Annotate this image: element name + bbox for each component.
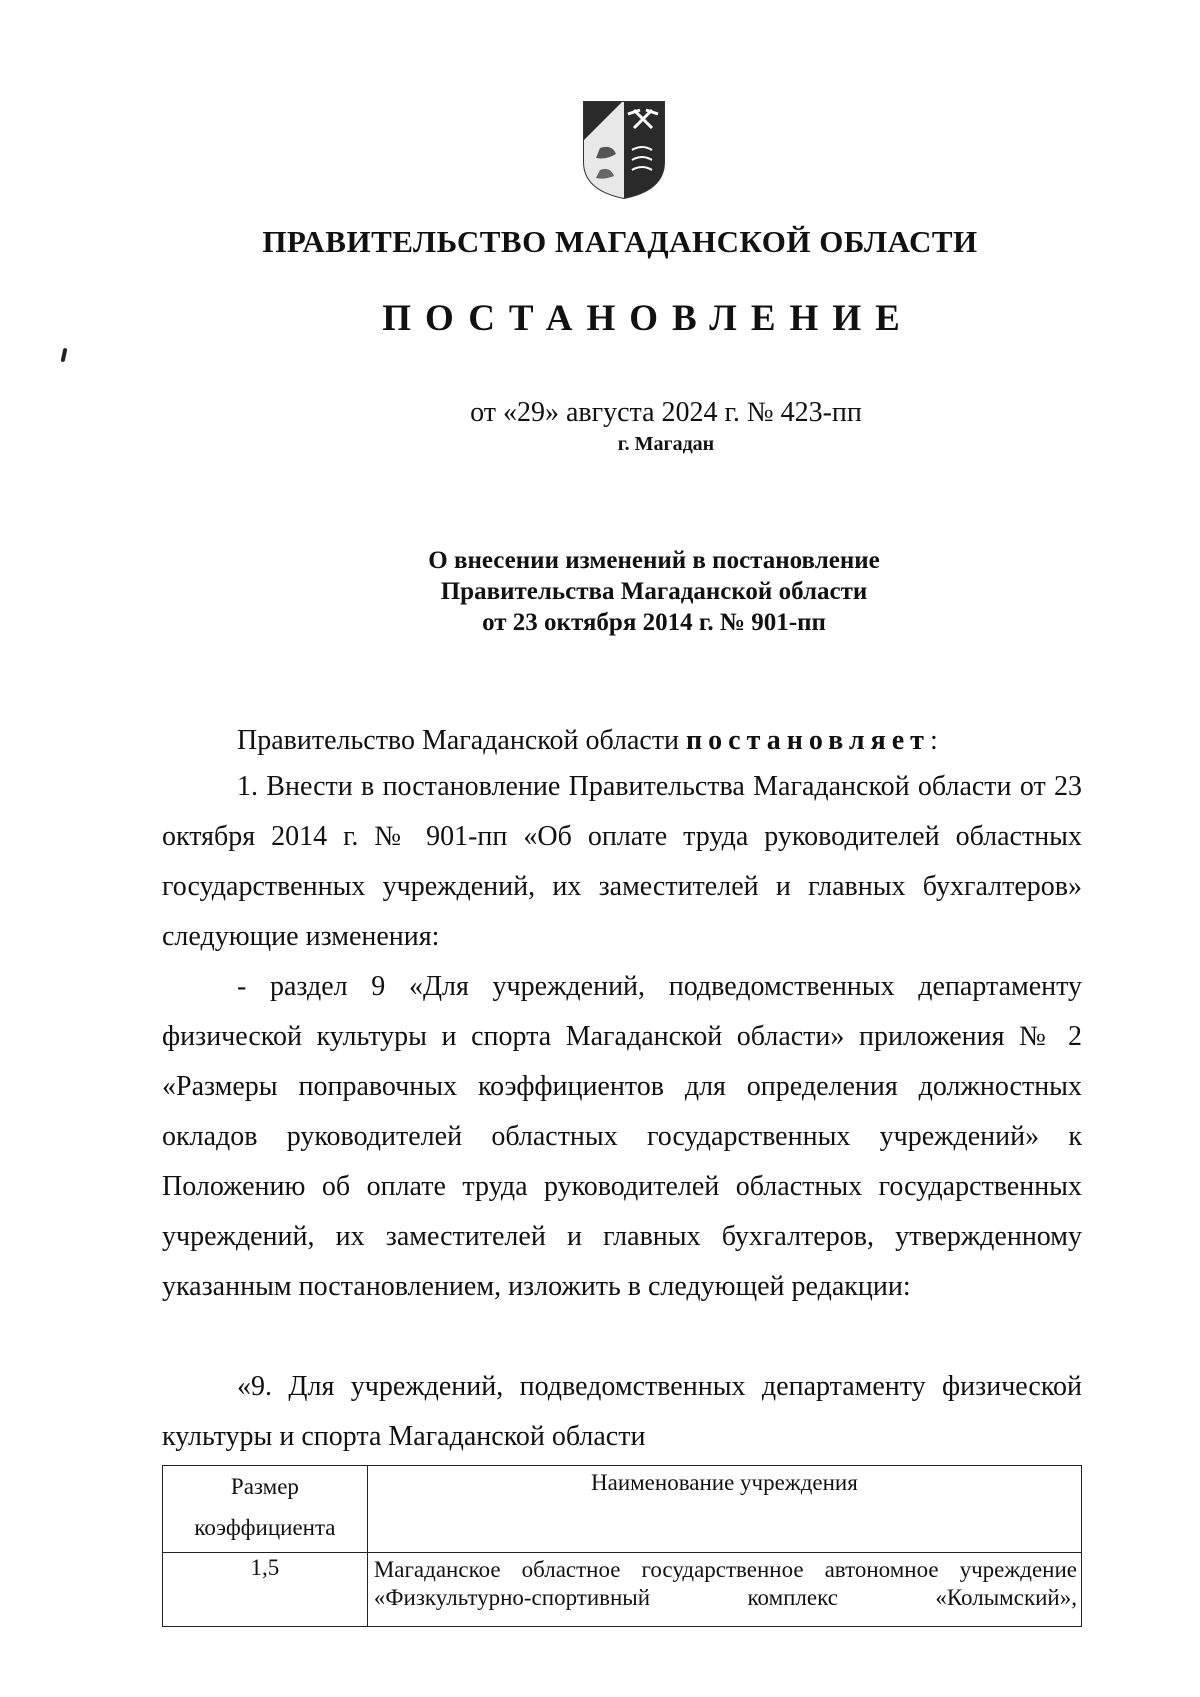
document-subject — [0, 545, 1200, 638]
paragraph-1: 1. Внести в постановление Правительства Магаданской области от 23 октября 2014 г. № 901-пп «Об оплате труда руководителей областных государственных учреждений, их заместителей и главных бухгалтеров» следующие изменения: — [162, 771, 1082, 952]
institution-name-line: «Физкультурно-спортивный комплекс «Колымский», — [373, 1585, 1077, 1610]
section-9-heading: «9. Для учреждений, подведомственных департаменту физической культуры и спорта Магаданской области — [162, 1371, 1082, 1452]
header-institution: Наименование учреждения — [367, 1466, 1081, 1553]
preamble — [162, 716, 1082, 766]
institution-name — [367, 1553, 1081, 1627]
coat-of-arms-icon — [582, 100, 666, 200]
institution-name-line: Магаданское областное государственное автономное учреждение — [373, 1557, 1077, 1582]
table-header-row — [163, 1466, 1082, 1553]
decides-word: постановляет — [686, 725, 930, 756]
preamble-colon: : — [929, 725, 938, 756]
header-coefficient-line: коэффициента — [194, 1515, 336, 1540]
document-type: ПОСТАНОВЛЕНИЕ — [382, 298, 914, 339]
preamble-text: Правительство Магаданской области — [237, 725, 687, 756]
coefficients-table — [162, 1465, 1082, 1627]
paragraph-2: - раздел 9 «Для учреждений, подведомственных департаменту физической культуры и спорта Магаданской области» приложения № 2 «Размеры поправочных коэффициентов для определения должностных окладов руководителей областных государственных учреждений» к Положению об оплате труда руководителей областных государственных учреждений, их заместителей и главных бухгалтеров, утвержденному указанным постановлением, изложить в следующей редакции: — [162, 971, 1082, 1302]
header-coefficient — [163, 1466, 368, 1553]
subject-line: О внесении изменений в постановление — [428, 547, 880, 574]
city: г. Магадан — [617, 433, 715, 455]
date-and-number: от «29» августа 2024 г. № 423-пп — [470, 397, 862, 428]
scan-mark — [61, 348, 68, 363]
table-row — [163, 1553, 1082, 1627]
header-coefficient-line: Размер — [230, 1474, 299, 1499]
subject-line: от 23 октября 2014 г. № 901-пп — [482, 609, 826, 636]
government-name: ПРАВИТЕЛЬСТВО МАГАДАНСКОЙ ОБЛАСТИ — [262, 224, 978, 259]
subject-line: Правительства Магаданской области — [440, 578, 868, 605]
coefficient-value: 1,5 — [163, 1553, 368, 1627]
